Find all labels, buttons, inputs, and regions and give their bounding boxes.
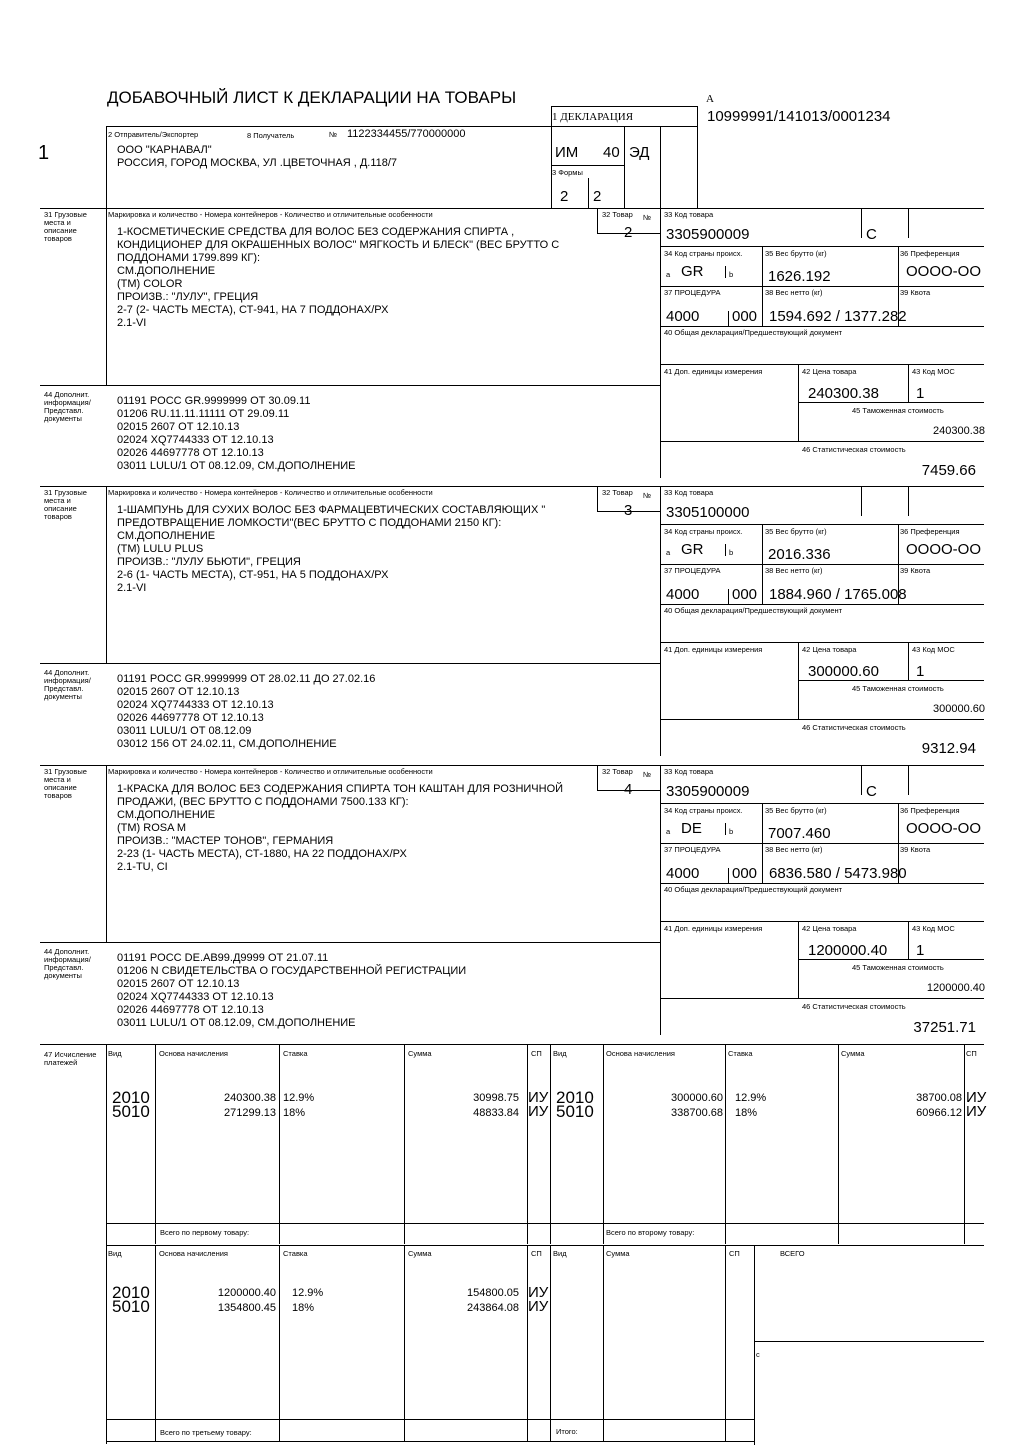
item-number: 2: [624, 224, 633, 241]
procedure-label: 37 ПРОЦЕДУРА: [664, 845, 721, 854]
payments-label: платежей: [44, 1058, 78, 1067]
document-line: 02026 44697778 ОТ 12.10.13: [117, 1004, 264, 1016]
preference: ОООО-ОО: [906, 263, 981, 280]
payments-column-header: СП: [966, 1049, 977, 1058]
mos-code: 1: [916, 385, 925, 402]
description-line: ПРОИЗВ.: "МАСТЕР ТОНОВ", ГЕРМАНИЯ: [117, 835, 334, 847]
commodity-code-suffix: С: [866, 783, 877, 800]
quota-label: 39 Квота: [900, 566, 931, 575]
customs-value-label: 45 Таможенная стоимость: [852, 406, 944, 415]
statistical-value: 37251.71: [913, 1019, 976, 1036]
payments-column-header: Вид: [553, 1249, 567, 1258]
decl-type-1: ИМ: [555, 144, 579, 161]
tax-rate: 12.9%: [735, 1092, 767, 1104]
country-origin: GR: [681, 541, 704, 558]
cargo-description-header: Маркировка и количество - Номера контейнеров - Количество и отличительные особенности: [108, 767, 433, 776]
description-line: 1-КОСМЕТИЧЕСКИЕ СРЕДСТВА ДЛЯ ВОЛОС БЕЗ СОДЕРЖАНИЯ СПИРТА ,: [117, 226, 515, 238]
additional-info-label: документы: [44, 414, 82, 423]
receiver-label: 8 Получатель: [247, 131, 295, 140]
description-line: 1-КРАСКА ДЛЯ ВОЛОС БЕЗ СОДЕРЖАНИЯ СПИРТА ТОН КАШТАН ДЛЯ РОЗНИЧНОЙ: [117, 783, 564, 795]
commodity-code: 3305900009: [666, 783, 750, 800]
document-line: 01191 POCC DE.AB99.Д9999 ОТ 21.07.11: [117, 952, 329, 964]
additional-documents: [117, 395, 356, 473]
commodity-code: 3305100000: [666, 504, 750, 521]
country-a-mark: a: [666, 548, 671, 557]
mos-code-label: 43 Код МОС: [912, 367, 955, 376]
payments-column-header: СП: [531, 1049, 542, 1058]
statistical-value-label: 46 Статистическая стоимость: [802, 445, 906, 454]
tax-base: 1354800.45: [217, 1302, 276, 1314]
customs-value-label: 45 Таможенная стоимость: [852, 963, 944, 972]
item-price: 300000.60: [808, 663, 879, 680]
tax-type-code: 2010: [112, 1088, 150, 1107]
payments-column-header: Основа начисления: [159, 1249, 228, 1258]
additional-units-label: 41 Доп. единицы измерения: [664, 924, 763, 933]
item-price-label: 42 Цена товара: [802, 367, 857, 376]
tax-rate: 18%: [283, 1107, 306, 1119]
payments-column-header: Сумма: [408, 1249, 432, 1258]
item-number-label: 32 Товар: [602, 767, 633, 776]
total-item-2-label: Всего по второму товару:: [606, 1228, 695, 1237]
previous-document-label: 40 Общая декларация/Предшествующий документ: [664, 885, 843, 894]
country-b-mark: b: [729, 827, 734, 836]
item-price-label: 42 Цена товара: [802, 924, 857, 933]
decl-type-3: ЭД: [629, 144, 650, 161]
total-item-3-label: Всего по третьему товару:: [160, 1428, 252, 1437]
net-weight-label: 38 Вес нетто (кг): [765, 288, 823, 297]
declaration-number: 10999991/141013/0001234: [707, 108, 891, 125]
additional-info-label: информация/: [44, 955, 91, 964]
net-weight: 1884.960 / 1765.008: [769, 586, 907, 603]
forms-label: 3 Формы: [552, 168, 583, 177]
net-weight: 1594.692 / 1377.282: [769, 308, 907, 325]
form-title: ДОБАВОЧНЫЙ ЛИСТ К ДЕКЛАРАЦИИ НА ТОВАРЫ: [107, 88, 517, 107]
item-price: 240300.38: [808, 385, 879, 402]
document-line: 02024 XQ7744333 ОТ 12.10.13: [117, 699, 274, 711]
additional-info-label: Представл.: [44, 963, 84, 972]
net-weight-label: 38 Вес нетто (кг): [765, 566, 823, 575]
payments-column-header: СП: [531, 1249, 542, 1258]
additional-units-label: 41 Доп. единицы измерения: [664, 367, 763, 376]
description-line: 2-7 (2- ЧАСТЬ МЕСТА), СТ-941, НА 7 ПОДДОНАХ/РХ: [117, 304, 389, 316]
additional-units-label: 41 Доп. единицы измерения: [664, 645, 763, 654]
tax-type-code: 5010: [112, 1297, 150, 1316]
procedure-code: 4000: [666, 308, 700, 325]
cargo-description-label: 31 Грузовые: [44, 767, 87, 776]
procedure-sub-code: 000: [732, 586, 758, 603]
gross-weight: 7007.460: [768, 825, 831, 842]
item-number: 4: [624, 781, 633, 798]
additional-info-label: документы: [44, 971, 82, 980]
preference-label: 36 Преференция: [900, 806, 960, 815]
previous-document-label: 40 Общая декларация/Предшествующий документ: [664, 606, 843, 615]
item-number-label: 32 Товар: [602, 210, 633, 219]
tax-sum: 30998.75: [473, 1092, 519, 1104]
customs-value: 240300.38: [933, 425, 985, 437]
inn-kpp: 1122334455/770000000: [347, 128, 466, 140]
payment-method: ИУ: [528, 1089, 549, 1106]
company-address: РОССИЯ, ГОРОД МОСКВА, УЛ .ЦВЕТОЧНАЯ , Д.118/7: [117, 157, 398, 169]
sheet-number: 1: [38, 142, 50, 164]
additional-info-label: Представл.: [44, 406, 84, 415]
tax-rate: 18%: [292, 1302, 315, 1314]
statistical-value: 9312.94: [921, 740, 976, 757]
quota-label: 39 Квота: [900, 288, 931, 297]
payments-column-header: Основа начисления: [606, 1049, 675, 1058]
preference: ОООО-ОО: [906, 541, 981, 558]
additional-documents: [117, 952, 466, 1030]
mos-code-label: 43 Код МОС: [912, 924, 955, 933]
payment-method: ИУ: [528, 1284, 549, 1301]
commodity-code-suffix: С: [866, 226, 877, 243]
procedure-label: 37 ПРОЦЕДУРА: [664, 566, 721, 575]
statistical-value: 7459.66: [921, 462, 976, 479]
mos-code-label: 43 Код МОС: [912, 645, 955, 654]
tax-sum: 60966.12: [916, 1107, 962, 1119]
cargo-description-label: описание: [44, 783, 77, 792]
item-number-label: 32 Товар: [602, 488, 633, 497]
procedure-sub-code: 000: [732, 308, 758, 325]
tax-base: 338700.68: [671, 1107, 723, 1119]
mos-code: 1: [916, 663, 925, 680]
payment-method: ИУ: [528, 1298, 549, 1315]
procedure-label: 37 ПРОЦЕДУРА: [664, 288, 721, 297]
mos-code: 1: [916, 942, 925, 959]
customs-value: 300000.60: [933, 703, 985, 715]
description-line: ПРЕДОТВРАЩЕНИЕ ЛОМКОСТИ"(ВЕС БРУТТО С ПОДДОНАМИ 2150 КГ):: [117, 517, 502, 529]
description-line: 2-23 (1- ЧАСТЬ МЕСТА), СТ-1880, НА 22 ПОДДОНАХ/РХ: [117, 848, 407, 860]
cargo-description-header: Маркировка и количество - Номера контейнеров - Количество и отличительные особенности: [108, 210, 433, 219]
description-line: ПРОИЗВ.: "ЛУЛУ", ГРЕЦИЯ: [117, 291, 259, 303]
tax-base: 271299.13: [224, 1107, 276, 1119]
net-weight: 6836.580 / 5473.980: [769, 865, 907, 882]
document-line: 02024 XQ7744333 ОТ 12.10.13: [117, 991, 274, 1003]
payment-method: ИУ: [966, 1089, 987, 1106]
customs-value: 1200000.40: [926, 982, 985, 994]
country-origin-label: 34 Код страны происх.: [664, 527, 743, 536]
quota-label: 39 Квота: [900, 845, 931, 854]
payments-column-header: ВСЕГО: [780, 1249, 805, 1258]
document-line: 03012 156 ОТ 24.02.11, СМ.ДОПОЛНЕНИЕ: [117, 738, 337, 750]
previous-document-label: 40 Общая декларация/Предшествующий документ: [664, 328, 843, 337]
customs-value-label: 45 Таможенная стоимость: [852, 684, 944, 693]
goods-description: [117, 783, 563, 874]
payments-column-header: Вид: [553, 1049, 567, 1058]
description-line: 2-6 (1- ЧАСТЬ МЕСТА), СТ-951, НА 5 ПОДДОНАХ/РХ: [117, 569, 389, 581]
document-line: 03011 LULU/1 ОТ 08.12.09: [117, 725, 252, 737]
item-number: 3: [624, 502, 633, 519]
country-origin-label: 34 Код страны происх.: [664, 806, 743, 815]
company-name: ООО "КАРНАВАЛ": [117, 144, 212, 156]
document-line: 02026 44697778 ОТ 12.10.13: [117, 447, 264, 459]
cargo-description-label: места и: [44, 218, 71, 227]
procedure-sub-code: 000: [732, 865, 758, 882]
description-line: ПРОДАЖИ, (ВЕС БРУТТО С ПОДДОНАМИ 7500.133 КГ):: [117, 796, 409, 808]
payments-label: 47 Исчисление: [44, 1050, 97, 1059]
total-item-1-label: Всего по первому товару:: [160, 1228, 250, 1237]
country-origin-label: 34 Код страны происх.: [664, 249, 743, 258]
description-line: КОНДИЦИОНЕР ДЛЯ ОКРАШЕННЫХ ВОЛОС" МЯГКОСТЬ И БЛЕСК" (ВЕС БРУТТО С: [117, 239, 560, 251]
payments-column-header: Вид: [108, 1049, 122, 1058]
tax-base: 300000.60: [671, 1092, 723, 1104]
payments-column-header: Ставка: [283, 1049, 308, 1058]
tax-sum: 38700.08: [916, 1092, 962, 1104]
country-a-mark: a: [666, 270, 671, 279]
cargo-description-label: описание: [44, 504, 77, 513]
tax-base: 1200000.40: [217, 1287, 276, 1299]
gross-weight: 2016.336: [768, 546, 831, 563]
payments-column-header: Сумма: [408, 1049, 432, 1058]
item-number-no-label: №: [643, 491, 652, 500]
payments-column-header: Вид: [108, 1249, 122, 1258]
cargo-description-label: места и: [44, 496, 71, 505]
cargo-description-label: товаров: [44, 234, 72, 243]
payments-column-header: Сумма: [841, 1049, 865, 1058]
document-line: 01206 RU.11.11.11111 ОТ 29.09.11: [117, 408, 290, 420]
tax-sum: 154800.05: [467, 1287, 519, 1299]
preference-label: 36 Преференция: [900, 249, 960, 258]
tax-rate: 18%: [735, 1107, 758, 1119]
cargo-description-label: места и: [44, 775, 71, 784]
payment-method: ИУ: [528, 1103, 549, 1120]
payment-method: ИУ: [966, 1103, 987, 1120]
description-line: СМ.ДОПОЛНЕНИЕ: [117, 265, 216, 277]
payments-column-header: Сумма: [606, 1249, 630, 1258]
grand-total-label: Итого:: [556, 1427, 578, 1436]
procedure-code: 4000: [666, 586, 700, 603]
additional-info-label: информация/: [44, 398, 91, 407]
document-line: 02015 2607 ОТ 12.10.13: [117, 978, 240, 990]
country-b-mark: b: [729, 270, 734, 279]
box-a-letter: А: [706, 93, 714, 105]
sender-label: 2 Отправитель/Экспортер: [108, 130, 199, 139]
description-line: СМ.ДОПОЛНЕНИЕ: [117, 809, 216, 821]
description-line: ПРОИЗВ.: "ЛУЛУ БЬЮТИ", ГРЕЦИЯ: [117, 556, 301, 568]
description-line: 2.1-TU, CI: [117, 861, 168, 873]
description-line: 2.1-VI: [117, 582, 147, 594]
cargo-description-label: 31 Грузовые: [44, 488, 87, 497]
tax-type-code: 2010: [556, 1088, 594, 1107]
preference: ОООО-ОО: [906, 820, 981, 837]
document-line: 01191 POCC GR.9999999 ОТ 30.09.11: [117, 395, 311, 407]
gross-weight-label: 35 Вес брутто (кг): [765, 249, 827, 258]
decl-type-2: 40: [603, 144, 620, 161]
statistical-value-label: 46 Статистическая стоимость: [802, 1002, 906, 1011]
tax-type-code: 5010: [556, 1102, 594, 1121]
gross-weight-label: 35 Вес брутто (кг): [765, 806, 827, 815]
document-line: 01206 N СВИДЕТЕЛЬСТВА О ГОСУДАРСТВЕННОЙ РЕГИСТРАЦИИ: [117, 965, 467, 977]
tax-rate: 12.9%: [292, 1287, 324, 1299]
tax-type-code: 5010: [112, 1102, 150, 1121]
country-origin: GR: [681, 263, 704, 280]
payments-column-header: Основа начисления: [159, 1049, 228, 1058]
description-line: (TM) COLOR: [117, 278, 183, 290]
gross-weight: 1626.192: [768, 268, 831, 285]
cargo-description-header: Маркировка и количество - Номера контейнеров - Количество и отличительные особенности: [108, 488, 433, 497]
description-line: 1-ШАМПУНЬ ДЛЯ СУХИХ ВОЛОС БЕЗ ФАРМАЦЕВТИЧЕСКИХ СОСТАВЛЯЮЩИХ ": [117, 504, 546, 516]
cargo-description-label: товаров: [44, 791, 72, 800]
item-price: 1200000.40: [808, 942, 888, 959]
document-line: 03011 LULU/1 ОТ 08.12.09, СМ.ДОПОЛНЕНИЕ: [117, 1017, 356, 1029]
payments-column-header: СП: [729, 1249, 740, 1258]
document-line: 02024 XQ7744333 ОТ 12.10.13: [117, 434, 274, 446]
preference-label: 36 Преференция: [900, 527, 960, 536]
country-b-mark: b: [729, 548, 734, 557]
additional-info-label: 44 Дополнит.: [44, 947, 90, 956]
cargo-description-label: 31 Грузовые: [44, 210, 87, 219]
country-a-mark: a: [666, 827, 671, 836]
additional-info-label: 44 Дополнит.: [44, 668, 90, 677]
tax-type-code: 2010: [112, 1283, 150, 1302]
description-line: 2.1-VI: [117, 317, 147, 329]
commodity-code-label: 33 Код товара: [664, 767, 714, 776]
document-line: 02015 2607 ОТ 12.10.13: [117, 686, 240, 698]
payments-column-header: Ставка: [728, 1049, 753, 1058]
tax-sum: 48833.84: [473, 1107, 519, 1119]
procedure-code: 4000: [666, 865, 700, 882]
description-line: ПОДДОНАМИ 1799.899 КГ):: [117, 252, 261, 264]
document-line: 01191 POCC GR.9999999 ОТ 28.02.11 ДО 27.02.16: [117, 673, 376, 685]
country-origin: DE: [681, 820, 702, 837]
payments-column-header: Ставка: [283, 1249, 308, 1258]
c-mark: с: [756, 1350, 760, 1359]
document-line: 02026 44697778 ОТ 12.10.13: [117, 712, 264, 724]
additional-documents: [117, 673, 375, 751]
gross-weight-label: 35 Вес брутто (кг): [765, 527, 827, 536]
additional-info-label: документы: [44, 692, 82, 701]
forms-value-1: 2: [560, 188, 569, 205]
forms-value-2: 2: [593, 188, 602, 205]
additional-info-label: Представл.: [44, 684, 84, 693]
additional-info-label: 44 Дополнит.: [44, 390, 90, 399]
tax-base: 240300.38: [224, 1092, 276, 1104]
commodity-code-label: 33 Код товара: [664, 210, 714, 219]
declaration-label: 1 ДЕКЛАРАЦИЯ: [552, 111, 634, 123]
item-number-no-label: №: [643, 770, 652, 779]
item-number-no-label: №: [643, 213, 652, 222]
description-line: (TM) ROSA M: [117, 822, 187, 834]
commodity-code-label: 33 Код товара: [664, 488, 714, 497]
item-price-label: 42 Цена товара: [802, 645, 857, 654]
goods-description: [117, 226, 559, 330]
cargo-description-label: товаров: [44, 512, 72, 521]
additional-info-label: информация/: [44, 676, 91, 685]
document-line: 02015 2607 ОТ 12.10.13: [117, 421, 240, 433]
no-label: №: [329, 130, 338, 139]
cargo-description-label: описание: [44, 226, 77, 235]
statistical-value-label: 46 Статистическая стоимость: [802, 723, 906, 732]
tax-rate: 12.9%: [283, 1092, 315, 1104]
description-line: СМ.ДОПОЛНЕНИЕ: [117, 530, 216, 542]
net-weight-label: 38 Вес нетто (кг): [765, 845, 823, 854]
commodity-code: 3305900009: [666, 226, 750, 243]
goods-description: [117, 504, 545, 595]
description-line: (TM) LULU PLUS: [117, 543, 204, 555]
tax-sum: 243864.08: [467, 1302, 519, 1314]
document-line: 03011 LULU/1 ОТ 08.12.09, СМ.ДОПОЛНЕНИЕ: [117, 460, 356, 472]
